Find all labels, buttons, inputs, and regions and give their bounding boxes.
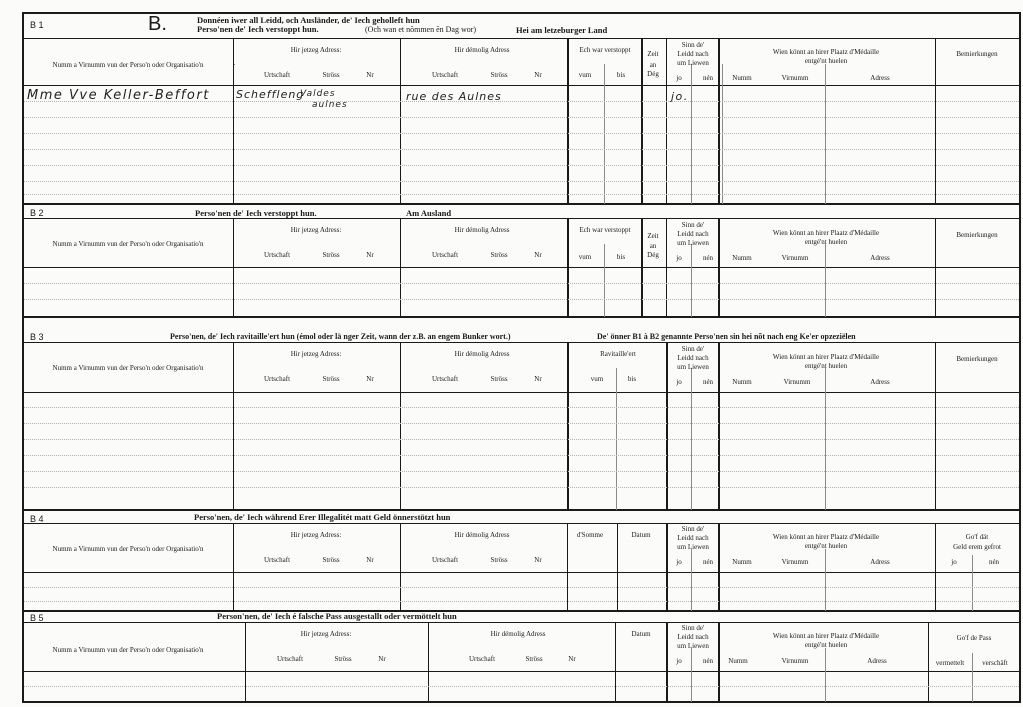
header-medal-1: Wien könnt an hirer Plaatz d'Médaille (772, 632, 880, 640)
header-urtschaft: Urtschaft (431, 375, 459, 383)
header-adress: Adress (867, 657, 887, 665)
header-stross: Ströss (334, 655, 352, 663)
header-medal-1: Wien könnt an hirer Plaatz d'Médaille (772, 353, 880, 361)
header-former-address: Hir démolig Adress (454, 46, 510, 54)
header-adress: Adress (870, 558, 890, 566)
header-urtschaft: Urtschaft (263, 375, 291, 383)
header-hidden: Ech war verstoppt (579, 226, 631, 234)
header-zeit: Zeit (647, 232, 659, 240)
header-urtschaft: Urtschaft (431, 556, 459, 564)
header-adress: Adress (870, 254, 890, 262)
header-alive-2: Leidd nach (677, 230, 709, 238)
header-alive-2: Leidd nach (677, 633, 709, 641)
header-current-address: Hir jetzeg Adress: (300, 630, 352, 638)
entry-alive: jo. (671, 90, 689, 103)
header-nr: Nr (534, 556, 542, 564)
header-vum: vum (578, 253, 592, 261)
header-stross: Ströss (322, 556, 340, 564)
entry-current-place: Scheffleng (236, 88, 305, 101)
header-jo: jo (951, 558, 957, 566)
header-stross: Ströss (322, 375, 340, 383)
header-name: Numm a Virnumm vun der Perso'n oder Organisatio'n (52, 61, 204, 69)
header-former-address: Hir démolig Adress (490, 630, 546, 638)
header-numm: Numm (732, 558, 752, 566)
title-b1-line2-note: (Och wan et nõmmen ẽn Dag wor) (365, 25, 477, 34)
header-name: Numm a Virnumm vun der Perso'n oder Organisatio'n (52, 364, 204, 372)
header-urtschaft: Urtschaft (276, 655, 304, 663)
section-label-b2: B 2 (30, 208, 44, 218)
header-alive-3: um Liewen (677, 642, 709, 650)
header-name: Numm a Virnumm vun der Perso'n oder Organisatio'n (52, 646, 204, 654)
header-alive-1: Sinn de' (681, 221, 705, 229)
header-zeit: Zeit (647, 50, 659, 58)
header-passport: Go'f de Pass (956, 634, 992, 642)
header-stross: Ströss (490, 375, 508, 383)
header-medal-2: entgé'nt huelen (804, 238, 848, 246)
header-vum: vum (590, 375, 604, 383)
header-nen: nén (702, 558, 714, 566)
header-nen: nén (702, 378, 714, 386)
title-b2-location: Am Ausland (406, 208, 452, 218)
header-nr: Nr (534, 251, 542, 259)
header-virnumm: Virnumm (781, 74, 809, 82)
header-nen: nén (988, 558, 1000, 566)
header-nen: nén (702, 74, 714, 82)
header-numm: Numm (728, 657, 748, 665)
section-label-b1: B 1 (30, 20, 44, 30)
header-stross: Ströss (322, 251, 340, 259)
entry-current-street: Valdes (300, 89, 336, 99)
header-money-back-2: Geld erem gefrot (953, 543, 1001, 551)
header-numm: Numm (732, 378, 752, 386)
header-adress: Adress (870, 378, 890, 386)
title-b4: Perso'nen, de' Iech während Erer Illegalitét matt Geld önnerstötzt hun (194, 512, 451, 522)
header-alive-1: Sinn de' (681, 525, 705, 533)
header-vum: vum (578, 71, 592, 79)
header-alive-3: um Liewen (677, 363, 709, 371)
entry-current-street-2: aulnes (312, 100, 348, 110)
header-ravitailleert: Ravitaille'ert (600, 350, 636, 358)
header-medal-1: Wien könnt an hirer Plaatz d'Médaille (772, 229, 880, 237)
header-alive-2: Leidd nach (677, 534, 709, 542)
header-jo: jo (676, 378, 682, 386)
header-nen: nén (702, 254, 714, 262)
header-medal-1: Wien könnt an hirer Plaatz d'Médaille (772, 48, 880, 56)
section-label-b5: B 5 (30, 613, 44, 623)
header-bis: bis (616, 253, 626, 261)
header-medal-1: Wien könnt an hirer Plaatz d'Médaille (772, 533, 880, 541)
header-former-address: Hir démolig Adress (454, 531, 510, 539)
header-stross: Ströss (490, 71, 508, 79)
header-jo: jo (676, 254, 682, 262)
header-jo: jo (676, 657, 682, 665)
header-virnumm: Virnumm (781, 254, 809, 262)
header-bis: bis (616, 71, 626, 79)
header-hidden: Ech war verstoppt (579, 46, 631, 54)
header-nr: Nr (568, 655, 576, 663)
header-alive-3: um Liewen (677, 543, 709, 551)
header-nr: Nr (366, 375, 374, 383)
title-b1-line2: Perso'nen de' Iech verstoppt hun. (197, 24, 319, 34)
header-alive-1: Sinn de' (681, 345, 705, 353)
header-an: an (649, 242, 657, 250)
header-former-address: Hir démolig Adress (454, 226, 510, 234)
header-alive-1: Sinn de' (681, 41, 705, 49)
title-b5: Person'nen, de' Iech é falsche Pass ausgestallt oder vermöttelt hun (217, 611, 457, 621)
header-alive-1: Sinn de' (681, 624, 705, 632)
header-nr: Nr (378, 655, 386, 663)
title-b1-location: Hei am letzeburger Land (516, 25, 608, 35)
header-virnumm: Virnumm (783, 378, 811, 386)
header-name: Numm a Virnumm vun der Perso'n oder Organisatio'n (52, 240, 204, 248)
title-b1-line1: Donnéen iwer all Leidd, och Ausländer, de' Iech geholleft hun (197, 15, 420, 25)
header-nr: Nr (534, 71, 542, 79)
title-b3: Perso'nen, de' Iech ravitaille'ert hun (émol oder lä nger Zeit, wann der z.B. an engem Bunker wort.) (170, 332, 511, 341)
header-alive-3: um Liewen (677, 59, 709, 67)
header-nen: nén (702, 657, 714, 665)
header-medal-2: entgé'nt huelen (804, 57, 848, 65)
header-current-address: Hir jetzeg Adress: (290, 46, 342, 54)
header-stross: Ströss (322, 71, 340, 79)
header-medal-2: entgé'nt huelen (804, 542, 848, 550)
header-numm: Numm (732, 74, 752, 82)
form-letter-b: B. (148, 13, 167, 35)
entry-name: Mme Vve Keller-Beffort (27, 88, 210, 103)
header-deg: Dég (647, 70, 659, 78)
header-remarks: Bemierkungen (956, 50, 998, 58)
section-label-b4: B 4 (30, 514, 44, 524)
header-alive-2: Leidd nach (677, 50, 709, 58)
header-an: an (649, 61, 657, 69)
header-adress: Adress (870, 74, 890, 82)
title-b2: Perso'nen de' Iech verstoppt hun. (195, 208, 317, 218)
header-jo: jo (676, 558, 682, 566)
header-somme: d'Somme (576, 531, 604, 539)
header-current-address: Hir jetzeg Adress: (290, 531, 342, 539)
header-medal-2: entgé'nt huelen (804, 641, 848, 649)
header-alive-3: um Liewen (677, 239, 709, 247)
header-virnumm: Virnumm (781, 558, 809, 566)
header-nr: Nr (366, 556, 374, 564)
header-urtschaft: Urtschaft (468, 655, 496, 663)
header-urtschaft: Urtschaft (431, 71, 459, 79)
header-urtschaft: Urtschaft (263, 556, 291, 564)
header-name: Numm a Virnumm vun der Perso'n oder Organisatio'n (52, 545, 204, 553)
header-urtschaft: Urtschaft (431, 251, 459, 259)
header-money-back-1: Go'f dät (965, 533, 989, 541)
header-remarks: Bemierkungen (956, 355, 998, 363)
header-nr: Nr (366, 251, 374, 259)
header-jo: jo (676, 74, 682, 82)
header-stross: Ströss (490, 251, 508, 259)
header-urtschaft: Urtschaft (263, 251, 291, 259)
header-current-address: Hir jetzeg Adress: (290, 350, 342, 358)
header-virnumm: Virnumm (781, 657, 809, 665)
header-numm: Numm (732, 254, 752, 262)
header-nr: Nr (534, 375, 542, 383)
header-current-address: Hir jetzeg Adress: (290, 226, 342, 234)
header-alive-2: Leidd nach (677, 354, 709, 362)
header-mediated: vermettelt (935, 659, 965, 667)
header-former-address: Hir démolig Adress (454, 350, 510, 358)
header-deg: Dég (647, 251, 659, 259)
entry-former-street: rue des Aulnes (406, 90, 502, 103)
section-label-b3: B 3 (30, 332, 44, 342)
title-b3-note: De' önner B1 à B2 genannte Perso'nen sin hei nõt nach eng Ke'er opzeziëlen (597, 332, 856, 341)
header-stross: Ströss (525, 655, 543, 663)
header-remarks: Bemierkungen (956, 231, 998, 239)
header-nr: Nr (366, 71, 374, 79)
header-procured: verschäft (982, 659, 1008, 667)
header-medal-2: entgé'nt huelen (804, 362, 848, 370)
header-urtschaft: Urtschaft (263, 71, 291, 79)
header-datum: Datum (631, 531, 651, 539)
header-stross: Ströss (490, 556, 508, 564)
header-datum: Datum (631, 630, 651, 638)
header-bis: bis (627, 375, 637, 383)
